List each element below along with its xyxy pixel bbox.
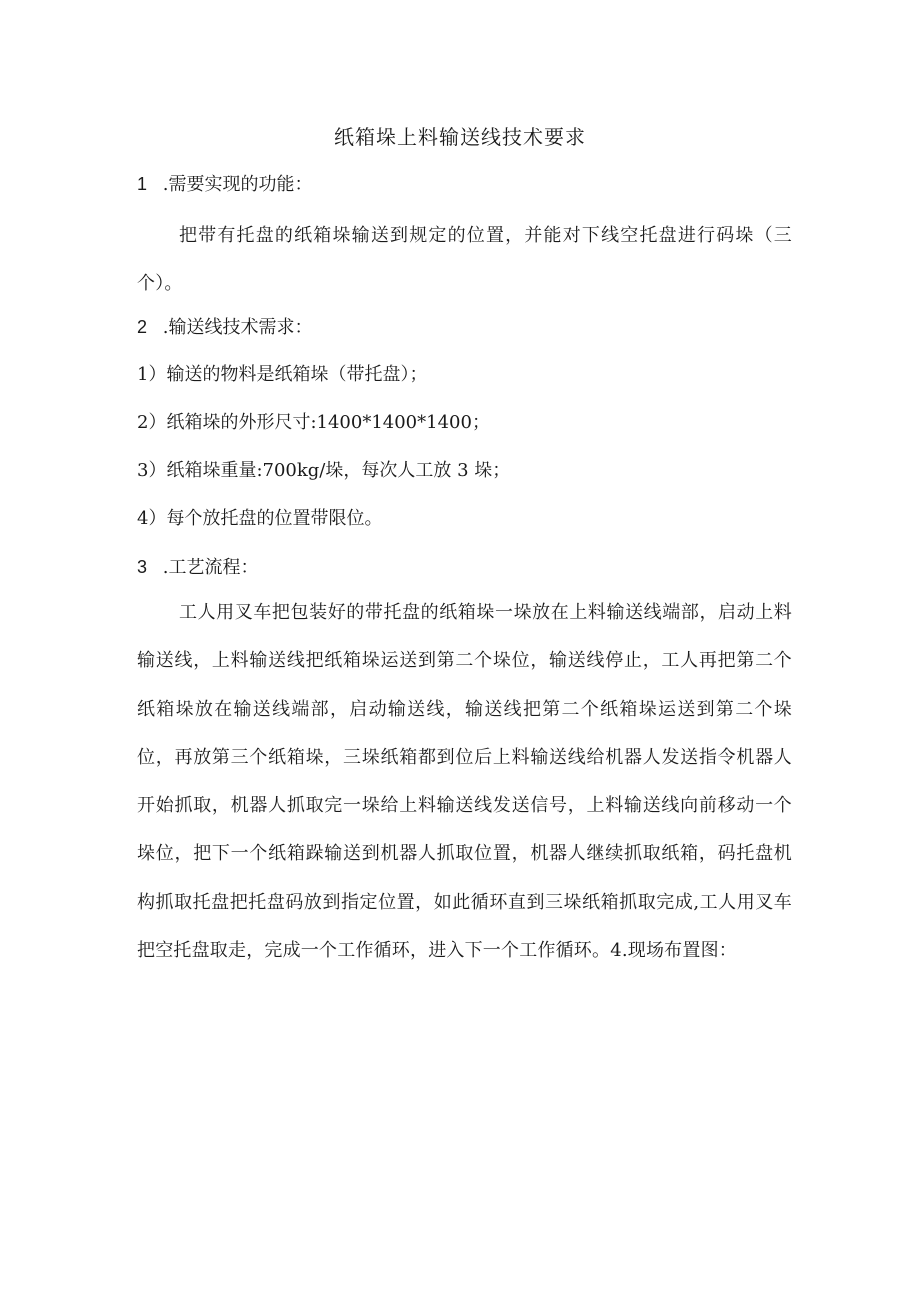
section-title: .工艺流程： <box>162 557 259 578</box>
requirement-text: 纸箱垛的外形尺寸:1400*1400*1400； <box>166 412 490 433</box>
requirement-item <box>137 361 427 389</box>
requirement-marker: 3） <box>137 460 167 481</box>
document-title: 纸箱垛上料输送线技术要求 <box>334 125 586 149</box>
requirement-item <box>137 457 510 485</box>
requirement-text: 每个放托盘的位置带限位。 <box>166 508 383 529</box>
requirement-marker: 4） <box>137 508 167 529</box>
section-title: .输送线技术需求： <box>162 317 313 338</box>
requirement-text: 输送的物料是纸箱垛（带托盘）； <box>166 364 428 385</box>
section-number: 2 <box>137 317 148 337</box>
requirement-item <box>137 505 382 533</box>
section-number: 3 <box>137 557 148 577</box>
section-2-heading <box>137 313 312 342</box>
requirement-item <box>137 409 490 437</box>
section-number: 1 <box>137 174 148 194</box>
section-title: .需要实现的功能： <box>162 174 313 195</box>
requirement-marker: 1） <box>137 364 167 385</box>
process-paragraph: 工人用叉车把包装好的带托盘的纸箱垛一垛放在上料输送线端部，启动上料输送线，上料输送线把纸箱垛运送到第二个垛位，输送线停止，工人再把第二个纸箱垛放在输送线端部，启动输送线，输送线把第二个纸箱垛运送到第二个垛位，再放第三个纸箱垛，三垛纸箱都到位后上料输送线给机器人发送指令机器人开始抓取，机器人抓取完一垛给上料输送线发送信号，上料输送线向前移动一个垛位，把下一个纸箱跺输送到机器人抓取位置，机器人继续抓取纸箱，码托盘机构抓取托盘把托盘码放到指定位置，如此循环直到三垛纸箱抓取完成,工人用叉车把空托盘取走，完成一个工作循环，进入下一个工作循环。4.现场布置图： <box>137 602 792 962</box>
requirement-text: 纸箱垛重量:700kg/垛，每次人工放 3 垛； <box>166 460 511 481</box>
function-paragraph: 把带有托盘的纸箱垛输送到规定的位置，并能对下线空托盘进行码垛（三个）。 <box>137 225 792 295</box>
section-3-heading <box>137 553 258 582</box>
requirement-marker: 2） <box>137 412 167 433</box>
section-1-heading <box>137 170 312 199</box>
